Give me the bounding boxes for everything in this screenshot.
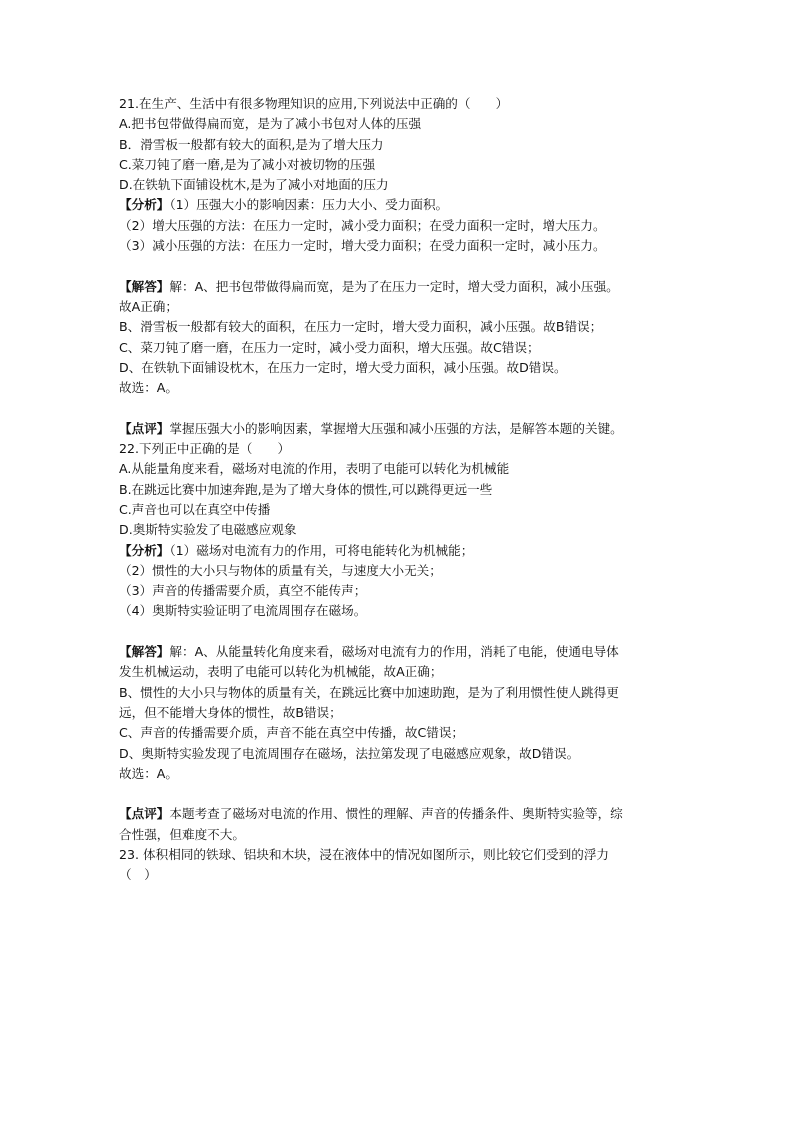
q22-comment-line-1: 【点评】本题考查了磁场对电流的作用、惯性的理解、声音的传播条件、奥斯特实验等，综 <box>119 806 623 822</box>
q21-answer-line-5: D、在铁轨下面铺设枕木，在压力一定时，增大受力面积，减小压强。故D错误。 <box>119 359 567 375</box>
q21-comment-tag: 【点评】 <box>119 420 170 436</box>
spacer <box>119 398 679 418</box>
q22-answer-line-6: D、奥斯特实验发现了电流周围存在磁场，法拉第发现了电磁感应观象，故D错误。 <box>119 745 580 761</box>
q21-answer-line-4: C、菜刀钝了磨一磨，在压力一定时，减小受力面积，增大压强。故C错误； <box>119 339 540 355</box>
q21-analysis-line-2: （2）增大压强的方法：在压力一定时，减小受力面积；在受力面积一定时，增大压力。 <box>119 217 606 233</box>
q22-option-b: B.在跳远比赛中加速奔跑,是为了增大身体的惯性,可以跳得更远一些 <box>119 481 493 497</box>
q22-answer-tag: 【解答】 <box>119 644 170 660</box>
q22-analysis-line-4: （4）奥斯特实验证明了电流周围存在磁场。 <box>119 603 367 619</box>
q22-answer-line-5: C、声音的传播需要介质，声音不能在真空中传播，故C错误； <box>119 725 465 741</box>
question-23-blank: （ ） <box>119 867 157 883</box>
q21-answer-tag: 【解答】 <box>119 278 170 294</box>
q22-analysis-line-3: （3）声音的传播需要介质，真空不能传声； <box>119 583 367 599</box>
q21-answer-line-3: B、滑雪板一般都有较大的面积，在压力一定时，增大受力面积，减小压强。故B错误； <box>119 319 603 335</box>
q22-analysis-tag: 【分析】 <box>119 542 170 558</box>
q21-answer-line-2: 故A正确； <box>119 298 178 314</box>
q22-answer-line-4: 远，但不能增大身体的惯性，故B错误； <box>119 704 342 720</box>
q21-option-d: D.在铁轨下面铺设枕木,是为了减小对地面的压力 <box>119 177 389 193</box>
question-22-stem: 22.下列正中正确的是（ ） <box>119 441 291 457</box>
q21-answer-line-1: 【解答】解：A、把书包带做得扁而宽，是为了在压力一定时，增大受力面积，减小压强。 <box>119 278 619 294</box>
question-21-stem: 21.在生产、生活中有很多物理知识的应用,下列说法中正确的（ ） <box>119 96 509 111</box>
q22-comment-line-2: 合性强，但难度不大。 <box>119 826 245 842</box>
q22-analysis-line-1: 【分析】（1）磁场对电流有力的作用，可将电能转化为机械能； <box>119 542 474 558</box>
spacer <box>119 784 679 804</box>
q22-analysis-line-2: （2）惯性的大小只与物体的质量有关，与速度大小无关； <box>119 562 442 578</box>
question-23-stem: 23. 体积相同的铁球、铝块和木块，浸在液体中的情况如图所示，则比较它们受到的浮力 <box>119 846 610 862</box>
q22-option-a: A.从能量角度来看，磁场对电流的作用，表明了电能可以转化为机械能 <box>119 461 510 477</box>
q21-answer-line-6: 故选：A。 <box>119 380 178 396</box>
q21-analysis-line-1: 【分析】（1）压强大小的影响因素：压力大小、受力面积。 <box>119 197 449 213</box>
q21-option-a: A.把书包带做得扁而宽，是为了减小书包对人体的压强 <box>119 116 422 132</box>
q22-comment-tag: 【点评】 <box>119 806 170 822</box>
q21-analysis-tag: 【分析】 <box>119 197 170 213</box>
q22-answer-line-2: 发生机械运动，表明了电能可以转化为机械能，故A正确； <box>119 664 443 680</box>
document-content <box>119 94 679 886</box>
q22-answer-line-1: 【解答】解：A、从能量转化角度来看，磁场对电流有力的作用，消耗了电能，使通电导体 <box>119 644 619 660</box>
q21-option-c: C.菜刀钝了磨一磨,是为了减小对被切物的压强 <box>119 156 376 172</box>
spacer <box>119 622 679 642</box>
q21-analysis-line-3: （3）减小压强的方法：在压力一定时，增大受力面积；在受力面积一定时，减小压力。 <box>119 238 606 254</box>
q22-answer-line-7: 故选：A。 <box>119 765 178 781</box>
q22-option-c: C.声音也可以在真空中传播 <box>119 501 271 517</box>
q22-answer-line-3: B、惯性的大小只与物体的质量有关，在跳远比赛中加速助跑，是为了利用惯性使人跳得更 <box>119 684 619 700</box>
q21-option-b: B．滑雪板一般都有较大的面积,是为了增大压力 <box>119 136 384 152</box>
spacer <box>119 256 679 276</box>
q22-option-d: D.奥斯特实验发了电磁感应观象 <box>119 522 297 538</box>
q21-comment: 【点评】掌握压强大小的影响因素，掌握增大压强和减小压强的方法，是解答本题的关键。 <box>119 420 623 436</box>
